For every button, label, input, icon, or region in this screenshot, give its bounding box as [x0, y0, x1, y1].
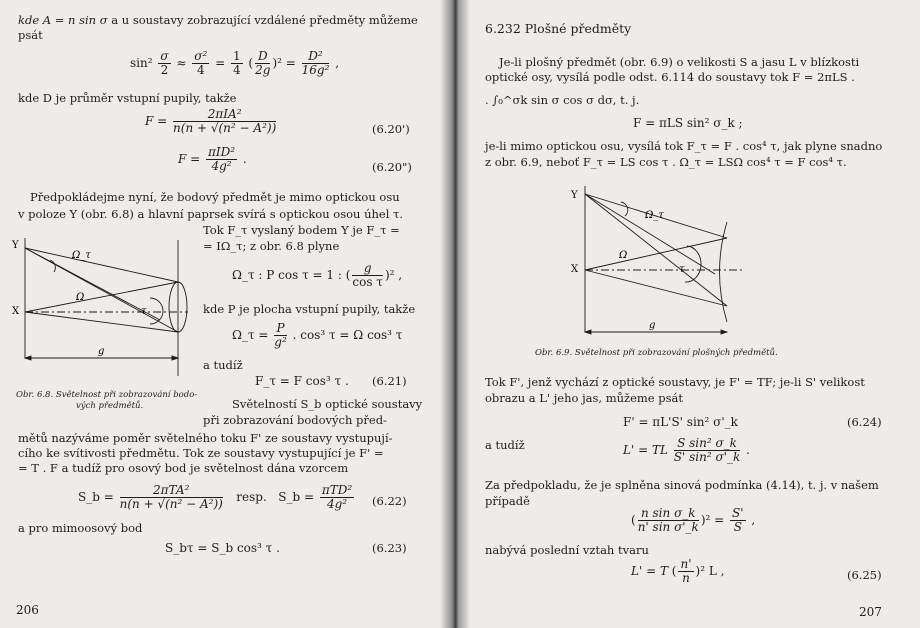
fig9-label-omega: Ω [619, 250, 628, 261]
eq-sin: sin² $\frac{\sigma}{2}$ ≈ $\frac{\text{σ²}}{4}$ = $\frac{1}{4}$ ( $\frac{D}{2g}$ )² = $\frac{\text{D²}}{\text{16g²}}$ , [130, 49, 340, 77]
left-p6b: při zobrazování bodových před- [203, 413, 387, 427]
fig8-label-y: Y [12, 240, 19, 251]
left-p2: kde D je průměr vstupní pupily, takže [18, 91, 237, 105]
left-page [0, 0, 450, 628]
eq-flux: F = πLS sin² σ_k ; [633, 116, 743, 130]
fig8-caption-b: vých předmětů. [76, 401, 144, 411]
fig9-label-x: X [571, 264, 579, 275]
right-p3a: Tok F', jenž vychází z optické soustavy, je F' = TF; je-li S' velikost [485, 375, 865, 389]
right-p1a: Je-li plošný předmět (obr. 6.9) o velikosti S a jasu L v blízkosti [499, 55, 860, 69]
fig8-label-tau: τ [141, 306, 147, 317]
right-p3b: obrazu a L' jeho jas, můžeme psát [485, 391, 683, 405]
page-number-left: 206 [16, 603, 39, 617]
left-p1: kde A = n sin σ a u soustavy zobrazující vzdálené předměty můžeme [18, 13, 418, 27]
left-p3c: Tok F_τ vyslaný bodem Y je F_τ = [203, 223, 400, 237]
eq-6-20b: F = $\frac{\text{πID²}}{\text{4g²}}$ . [178, 145, 247, 173]
right-p5a: Za předpokladu, že je splněna sinová podmínka (4.14), t. j. v našem [485, 478, 879, 492]
right-page [463, 0, 920, 628]
eq-sine-condition: ( $\frac{\text{n sin σ\_k}}{\text{n' sin σ'\_k}}$ )² = $\frac{S'}{S}$ , [631, 506, 756, 534]
label-6-20b: (6.20") [372, 160, 412, 174]
eq-6-24: F' = πL'S' sin² σ'_k [623, 415, 738, 429]
left-p3a: Předpokládejme nyní, že bodový předmět je mimo optickou osu [30, 190, 400, 204]
fig8-label-g: g [98, 346, 105, 357]
book-gutter [440, 0, 470, 628]
left-p1c: psát [18, 28, 43, 42]
label-6-21: (6.21) [372, 374, 407, 388]
eq-6-25: L' = T ( $\frac{n'}{n}$ )² L , [631, 557, 725, 585]
right-p4: a tudíž [485, 438, 525, 452]
eq-6-23: S_bτ = S_b cos³ τ . [165, 541, 280, 555]
left-p6d: cího ke svítivosti předmětu. Tok ze soustavy vystupující je F' = [18, 446, 384, 460]
fig8-label-omega: Ω [76, 292, 85, 303]
fig9-label-y: Y [571, 190, 578, 201]
page-number-right: 207 [859, 605, 882, 619]
eq-6-22: S_b = $\frac{\text{2πTA²}}{\text{n(n + √(n² − A²))}}$ resp. S_b = $\frac{\text{πTD²}}{\text{4g²}}$ [78, 483, 353, 511]
fig8-caption-a: Obr. 6.8. Světelnost při zobrazování bodo- [16, 390, 198, 400]
fig9-label-g: g [649, 320, 656, 331]
figure-6-8 [10, 236, 202, 386]
left-p7: a pro mimoosový bod [18, 521, 143, 535]
right-p1b: optické osy, vysílá podle odst. 6.114 do soustavy tok F = 2πLS . [485, 70, 855, 84]
right-p2a: je-li mimo optickou osu, vysílá tok F_τ = F . cos⁴ τ, jak plyne snadno [485, 139, 883, 153]
label-6-24: (6.24) [847, 415, 882, 429]
left-p6a: Světelností S_b optické soustavy [232, 397, 423, 411]
right-p6: nabývá poslední vztah tvaru [485, 543, 649, 557]
right-p5b: případě [485, 494, 530, 508]
eq-omega: Ω_τ = $\frac{P}{\text{g²}}$ . cos³ τ = Ω cos³ τ [232, 321, 403, 349]
right-p1c: . ∫₀^σk sin σ cos σ dσ, t. j. [485, 93, 640, 107]
left-p5: a tudíž [203, 358, 243, 372]
label-6-22: (6.22) [372, 494, 407, 508]
fig8-label-omega-tau: Ω_τ [72, 250, 91, 261]
eq-6-21: F_τ = F cos³ τ . [255, 374, 349, 388]
left-p6c: mětů nazýváme poměr světelného toku F' ze soustavy vystupují- [18, 431, 393, 445]
left-p6e: = T . F a tudíž pro osový bod je světelnost dána vzorcem [18, 461, 349, 475]
right-p2b: z obr. 6.9, neboť F_τ = LS cos τ . Ω_τ = LSΩ cos⁴ τ = F cos⁴ τ. [485, 155, 847, 169]
label-6-25: (6.25) [847, 568, 882, 582]
left-p3b: v poloze Y (obr. 6.8) a hlavní paprsek svírá s optickou osou úhel τ. [18, 207, 404, 221]
figure-6-9 [567, 182, 847, 342]
label-6-23: (6.23) [372, 541, 407, 555]
fig9-caption: Obr. 6.9. Světelnost při zobrazování plošných předmětů. [535, 348, 778, 358]
left-p4: kde P je plocha vstupní pupily, takže [203, 302, 416, 316]
eq-6-20a: F = $\frac{\text{2πIA²}}{\text{n(n + √(n² − A²))}}$ [145, 107, 277, 135]
section-heading: 6.232 Plošné předměty [485, 21, 632, 36]
left-p3d: = IΩ_τ; z obr. 6.8 plyne [203, 239, 340, 253]
fig9-label-tau: τ [679, 264, 685, 275]
eq-luminance: L' = TL $\frac{\text{S sin² σ\_k}}{\text{S' sin² σ'\_k}}$ . [623, 436, 750, 464]
fig9-label-omega-tau: Ω_τ [645, 210, 664, 221]
label-6-20a: (6.20') [372, 122, 410, 136]
fig8-label-x: X [12, 306, 20, 317]
eq-ratio: Ω_τ : P cos τ = 1 : ( $\frac{g}{\text{cos τ}}$ )² , [232, 261, 403, 289]
